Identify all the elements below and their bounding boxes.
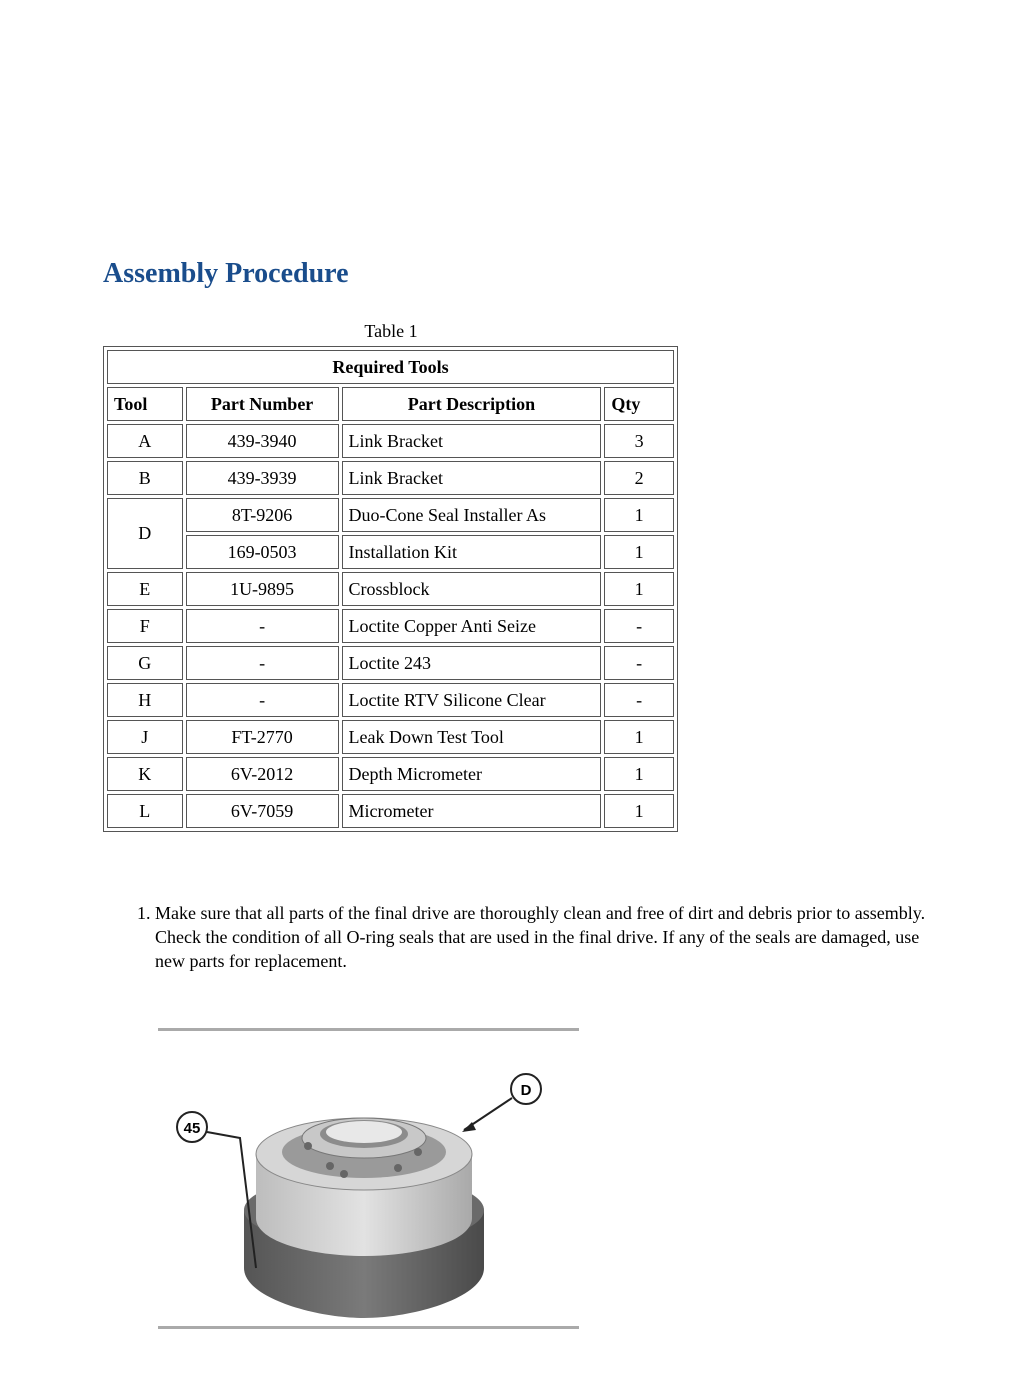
required-tools-table xyxy=(103,346,678,832)
cell-tool: G xyxy=(107,646,183,680)
table-row xyxy=(107,572,674,606)
cell-description: Loctite Copper Anti Seize xyxy=(342,609,602,643)
cell-description: Link Bracket xyxy=(342,424,602,458)
cell-qty: 1 xyxy=(604,794,674,828)
cell-qty: 1 xyxy=(604,720,674,754)
cell-part-number: 1U-9895 xyxy=(186,572,339,606)
table-title-row xyxy=(107,350,674,384)
cell-description: Leak Down Test Tool xyxy=(342,720,602,754)
cell-qty: 2 xyxy=(604,461,674,495)
cell-qty: 3 xyxy=(604,424,674,458)
cell-description: Installation Kit xyxy=(342,535,602,569)
cell-tool: B xyxy=(107,461,183,495)
cell-part-number: - xyxy=(186,646,339,680)
table-row xyxy=(107,794,674,828)
table-row xyxy=(107,535,674,569)
header-tool: Tool xyxy=(107,387,183,421)
page-title: Assembly Procedure xyxy=(103,258,349,289)
cell-part-number: 439-3939 xyxy=(186,461,339,495)
callout-45-label: 45 xyxy=(183,1120,201,1137)
table-row xyxy=(107,683,674,717)
cell-description: Link Bracket xyxy=(342,461,602,495)
cell-part-number: 169-0503 xyxy=(186,535,339,569)
cell-part-number: - xyxy=(186,609,339,643)
header-qty: Qty xyxy=(604,387,674,421)
cell-qty: - xyxy=(604,609,674,643)
cell-qty: 1 xyxy=(604,535,674,569)
table-row xyxy=(107,757,674,791)
procedure-steps xyxy=(128,901,935,973)
cell-qty: - xyxy=(604,683,674,717)
table-row xyxy=(107,498,674,532)
cell-description: Crossblock xyxy=(342,572,602,606)
table-row xyxy=(107,424,674,458)
cell-part-number: 6V-7059 xyxy=(186,794,339,828)
cell-tool: D xyxy=(107,498,183,569)
cell-tool: A xyxy=(107,424,183,458)
step-item: 1. Make sure that all parts of the final drive are thoroughly clean and free of dirt and debris prior to assembly. Check the condition of all O-ring seals that are used in the final drive. If any of the seals are damaged, use new parts for replacement. xyxy=(155,901,935,973)
cell-part-number: FT-2770 xyxy=(186,720,339,754)
cell-description: Depth Micrometer xyxy=(342,757,602,791)
cell-tool: H xyxy=(107,683,183,717)
cell-description: Loctite RTV Silicone Clear xyxy=(342,683,602,717)
cell-part-number: 439-3940 xyxy=(186,424,339,458)
table-row xyxy=(107,461,674,495)
table-row xyxy=(107,609,674,643)
cell-description: Loctite 243 xyxy=(342,646,602,680)
cell-qty: 1 xyxy=(604,498,674,532)
header-part-number: Part Number xyxy=(186,387,339,421)
cell-tool: L xyxy=(107,794,183,828)
table-row xyxy=(107,720,674,754)
cell-part-number: - xyxy=(186,683,339,717)
seal-installer-illustration xyxy=(158,1028,579,1330)
cell-qty: 1 xyxy=(604,757,674,791)
seal-installer-figure xyxy=(158,1028,579,1330)
cell-qty: 1 xyxy=(604,572,674,606)
cell-description: Duo-Cone Seal Installer As xyxy=(342,498,602,532)
cell-tool: E xyxy=(107,572,183,606)
cell-tool: J xyxy=(107,720,183,754)
header-part-description: Part Description xyxy=(342,387,602,421)
cell-description: Micrometer xyxy=(342,794,602,828)
cell-tool: K xyxy=(107,757,183,791)
table-title: Required Tools xyxy=(107,350,674,384)
table-row xyxy=(107,646,674,680)
cell-part-number: 6V-2012 xyxy=(186,757,339,791)
cell-part-number: 8T-9206 xyxy=(186,498,339,532)
table-caption: Table 1 xyxy=(364,321,418,341)
cell-tool: F xyxy=(107,609,183,643)
figure-bottom-rule xyxy=(158,1326,579,1329)
table-header-row xyxy=(107,387,674,421)
callout-d-label: D xyxy=(520,1082,532,1099)
cell-qty: - xyxy=(604,646,674,680)
